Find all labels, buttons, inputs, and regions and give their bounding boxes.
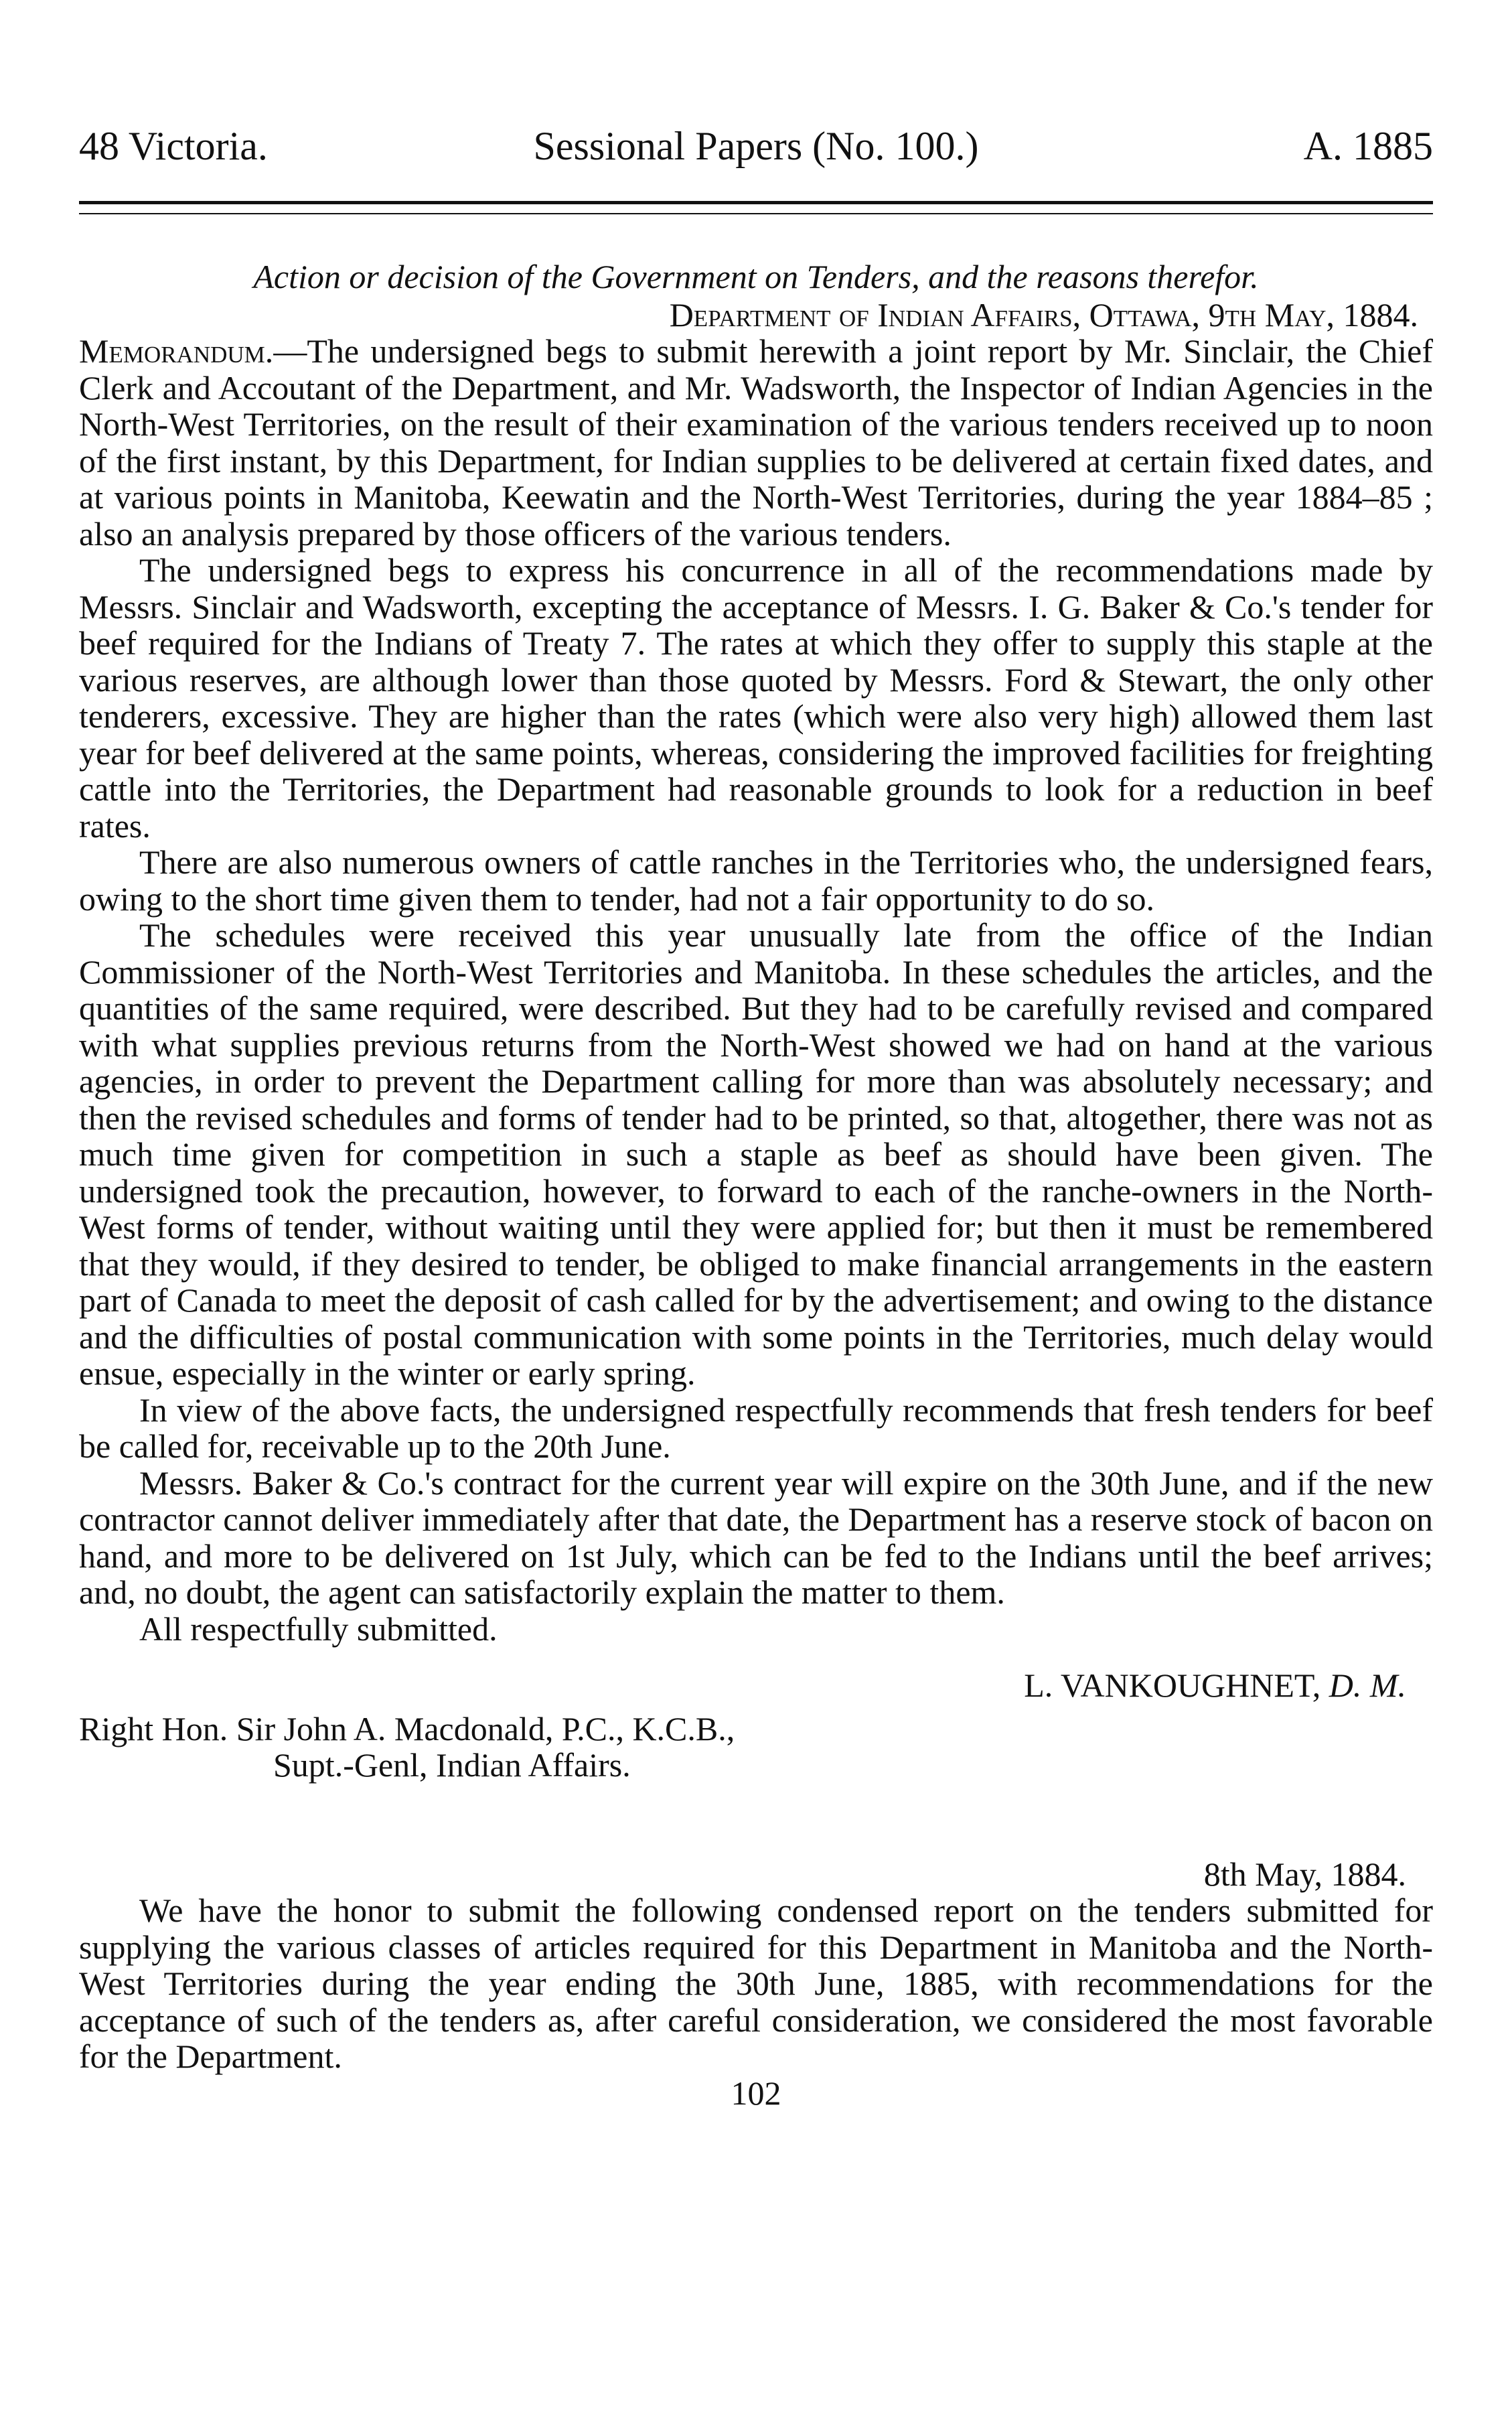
signature: [79, 1667, 1433, 1704]
paragraph-1: [79, 333, 1433, 552]
second-date: 8th May, 1884.: [1203, 1855, 1406, 1893]
signature-title: D. M.: [1329, 1666, 1406, 1704]
addressee-line-1: Right Hon. Sir John A. Macdonald, P.C., K.C.B.,: [79, 1709, 735, 1747]
paragraph-1-text: —The undersigned begs to submit herewith a joint report by Mr. Sinclair, the Chief Clerk and Accoutant of the Department, and Mr. Wadsworth, the Inspector of Indian Agencies in the North-West Territories, on the result of their examination of the various tenders received up to noon of the first instant, by this Department, for Indian supplies to be delivered at certain fixed dates, and at various points in Manitoba, Keewatin and the North-West Territories, during the year 1884–85 ; also an analysis prepared by those officers of the various tenders.: [79, 332, 1433, 553]
dateline: Department of Indian Affairs, Ottawa, 9th May, 1884.: [669, 295, 1418, 334]
paragraph-4: The schedules were received this year unusually late from the office of the Indian Commissioner of the North-West Territories and Manitoba. In these schedules the articles, and the quantities of the same required, were described. But they had to be carefully revised and compared with what supplies previous returns from the North-West showed we had on hand at the various agencies, in order to prevent the Department calling for more than was absolutely necessary; and then the revised schedules and forms of tender had to be printed, so that, altogether, there was not as much time given for competition in such a staple as beef as should have been given. The undersigned took the precaution, however, to forward to each of the ranche-owners in the North-West forms of tender, without waiting until they were applied for; but then it must be remembered that they would, if they desired to tender, be obliged to make financial arrangements in the eastern part of Canada to meet the deposit of cash called for by the advertisement; and owing to the distance and the difficulties of postal communication with some points in the Territories, much delay would ensue, especially in the winter or early spring.: [79, 916, 1433, 1392]
section-caption: Action or decision of the Government on Tenders, and the reasons therefor.: [253, 258, 1259, 295]
paragraph-3: There are also numerous owners of cattle ranches in the Territories who, the undersigned fears, owing to the short time given them to tender, had not a fair opportunity to do so.: [79, 843, 1433, 918]
document-body: [79, 259, 1433, 2111]
paragraph-5: In view of the above facts, the undersigned respectfully recommends that fresh tenders for beef be called for, receivable up to the 20th June.: [79, 1390, 1433, 1465]
header-left: 48 Victoria.: [79, 124, 268, 168]
header-rule-thin: [79, 213, 1433, 214]
header-right: A. 1885: [1303, 124, 1433, 168]
signature-name: L. VANKOUGHNET,: [1024, 1666, 1321, 1704]
header-center: Sessional Papers (No. 100.): [533, 124, 979, 168]
paragraph-2: The undersigned begs to express his concurrence in all of the recommendations made by Messrs. Sinclair and Wadsworth, excepting the acceptance of Messrs. I. G. Baker & Co.'s tender for beef required for the Indians of Treaty 7. The rates at which they offer to supply this staple at the various reserves, are although lower than those quoted by Messrs. Ford & Stewart, the only other tenderers, excessive. They are higher than the rates (which were also very high) allowed them last year for beef delivered at the same points, whereas, considering the improved facilities for freighting cattle into the Territories, the Department had reasonable grounds to look for a reduction in beef rates.: [79, 551, 1433, 845]
page-number: 102: [731, 2074, 781, 2112]
header-rule-thick: [79, 201, 1433, 204]
final-paragraph: We have the honor to submit the following condensed report on the tenders submitted for supplying the various classes of articles required for this Department in Manitoba and the North-West Territories during the year ending the 30th June, 1885, with recommendations for the acceptance of such of the tenders as, after careful consideration, we considered the most favorable for the Department.: [79, 1892, 1433, 2075]
paragraph-7: All respectfully submitted.: [139, 1610, 498, 1648]
running-header: [79, 119, 1433, 173]
addressee-line-2: Supt.-Genl, Indian Affairs.: [273, 1746, 631, 1784]
memo-label: Memorandum.: [79, 332, 274, 370]
paragraph-6: Messrs. Baker & Co.'s contract for the current year will expire on the 30th June, and if the new contractor cannot deliver immediately after that date, the Department has a reserve stock of bacon on hand, and more to be delivered on 1st July, which can be fed to the Indians until the beef arrives; and, no doubt, the agent can satisfactorily explain the matter to them.: [79, 1464, 1433, 1611]
